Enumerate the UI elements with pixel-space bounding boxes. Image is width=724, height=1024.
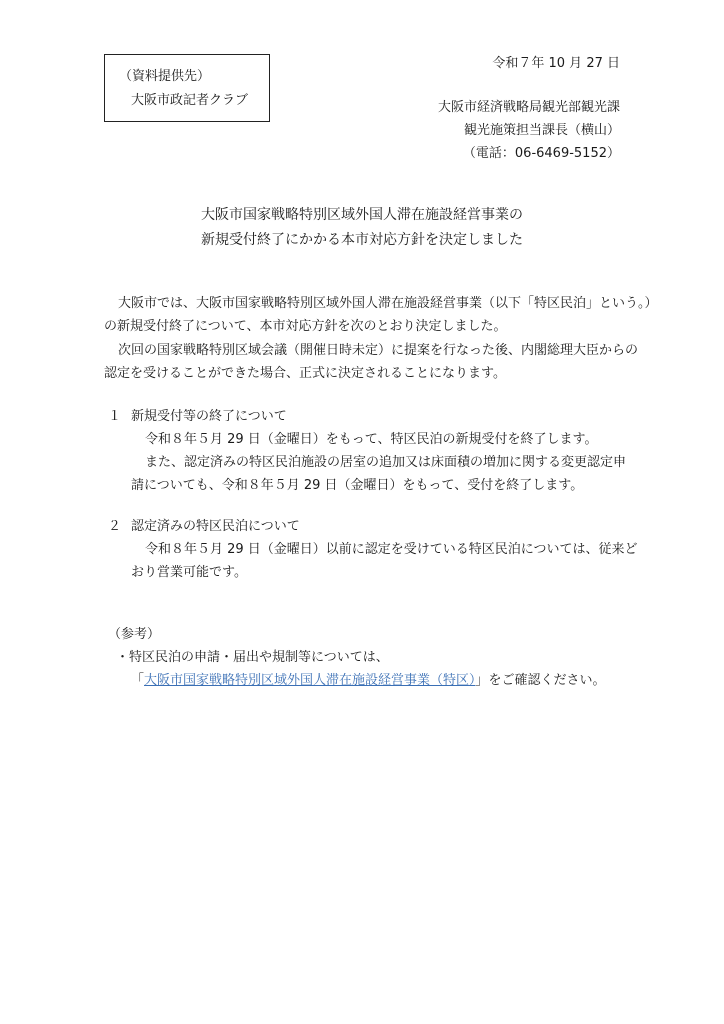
section1-line3: 請についても、令和８年５月 29 日（金曜日）をもって、受付を終了します。 — [131, 478, 584, 493]
intro-paragraph1-line2: の新規受付終了について、本市対応方針を次のとおり決定しました。 — [104, 319, 507, 334]
reference-heading: （参考） — [108, 627, 161, 642]
section1-line2: また、認定済みの特区民泊施設の居室の追加又は床面積の増加に関する変更認定申 — [145, 455, 627, 470]
section1-line1: 令和８年５月 29 日（金曜日）をもって、特区民泊の新規受付を終了します。 — [145, 432, 598, 447]
section2-line2: おり営業可能です。 — [131, 565, 247, 580]
reference-quote-close: 」をご確認ください。 — [475, 673, 606, 688]
reference-bullet: ・特区民泊の申請・届出や規制等については、 — [116, 650, 389, 665]
document-title-line2: 新規受付終了にかかる本市対応方針を決定しました — [201, 232, 523, 248]
section2-heading: 認定済みの特区民泊について — [131, 519, 300, 534]
section1-heading: 新規受付等の終了について — [131, 409, 287, 424]
intro-paragraph1-line1: 大阪市では、大阪市国家戦略特別区域外国人滞在施設経営事業（以下「特区民泊」という。） — [118, 296, 658, 311]
contact-person: 観光施策担当課長（横山） — [463, 123, 620, 138]
intro-paragraph2-line2: 認定を受けることができた場合、正式に決定されることになります。 — [104, 366, 506, 381]
document-title-line1: 大阪市国家戦略特別区域外国人滞在施設経営事業の — [201, 207, 523, 223]
contact-phone: （電話：06-6469-5152） — [462, 146, 620, 161]
reference-link-line — [131, 674, 606, 687]
section2-line1: 令和８年５月 29 日（金曜日）以前に認定を受けている特区民泊については、従来ど — [145, 542, 638, 557]
recipient-box — [104, 54, 270, 122]
recipient-name: 大阪市政記者クラブ — [131, 93, 249, 108]
document-date: 令和７年 10 月 27 日 — [492, 56, 620, 71]
section2-number: ２ — [108, 519, 122, 534]
issuing-department: 大阪市経済戦略局観光部観光課 — [437, 100, 620, 115]
reference-link[interactable]: 大阪市国家戦略特別区域外国人滞在施設経営事業（特区） — [144, 673, 476, 688]
recipient-label: （資料提供先） — [119, 69, 211, 84]
section1-number: １ — [108, 409, 122, 424]
intro-paragraph2-line1: 次回の国家戦略特別区域会議（開催日時未定）に提案を行なった後、内閣総理大臣からの — [118, 343, 639, 358]
reference-quote-open: 「 — [131, 673, 145, 688]
